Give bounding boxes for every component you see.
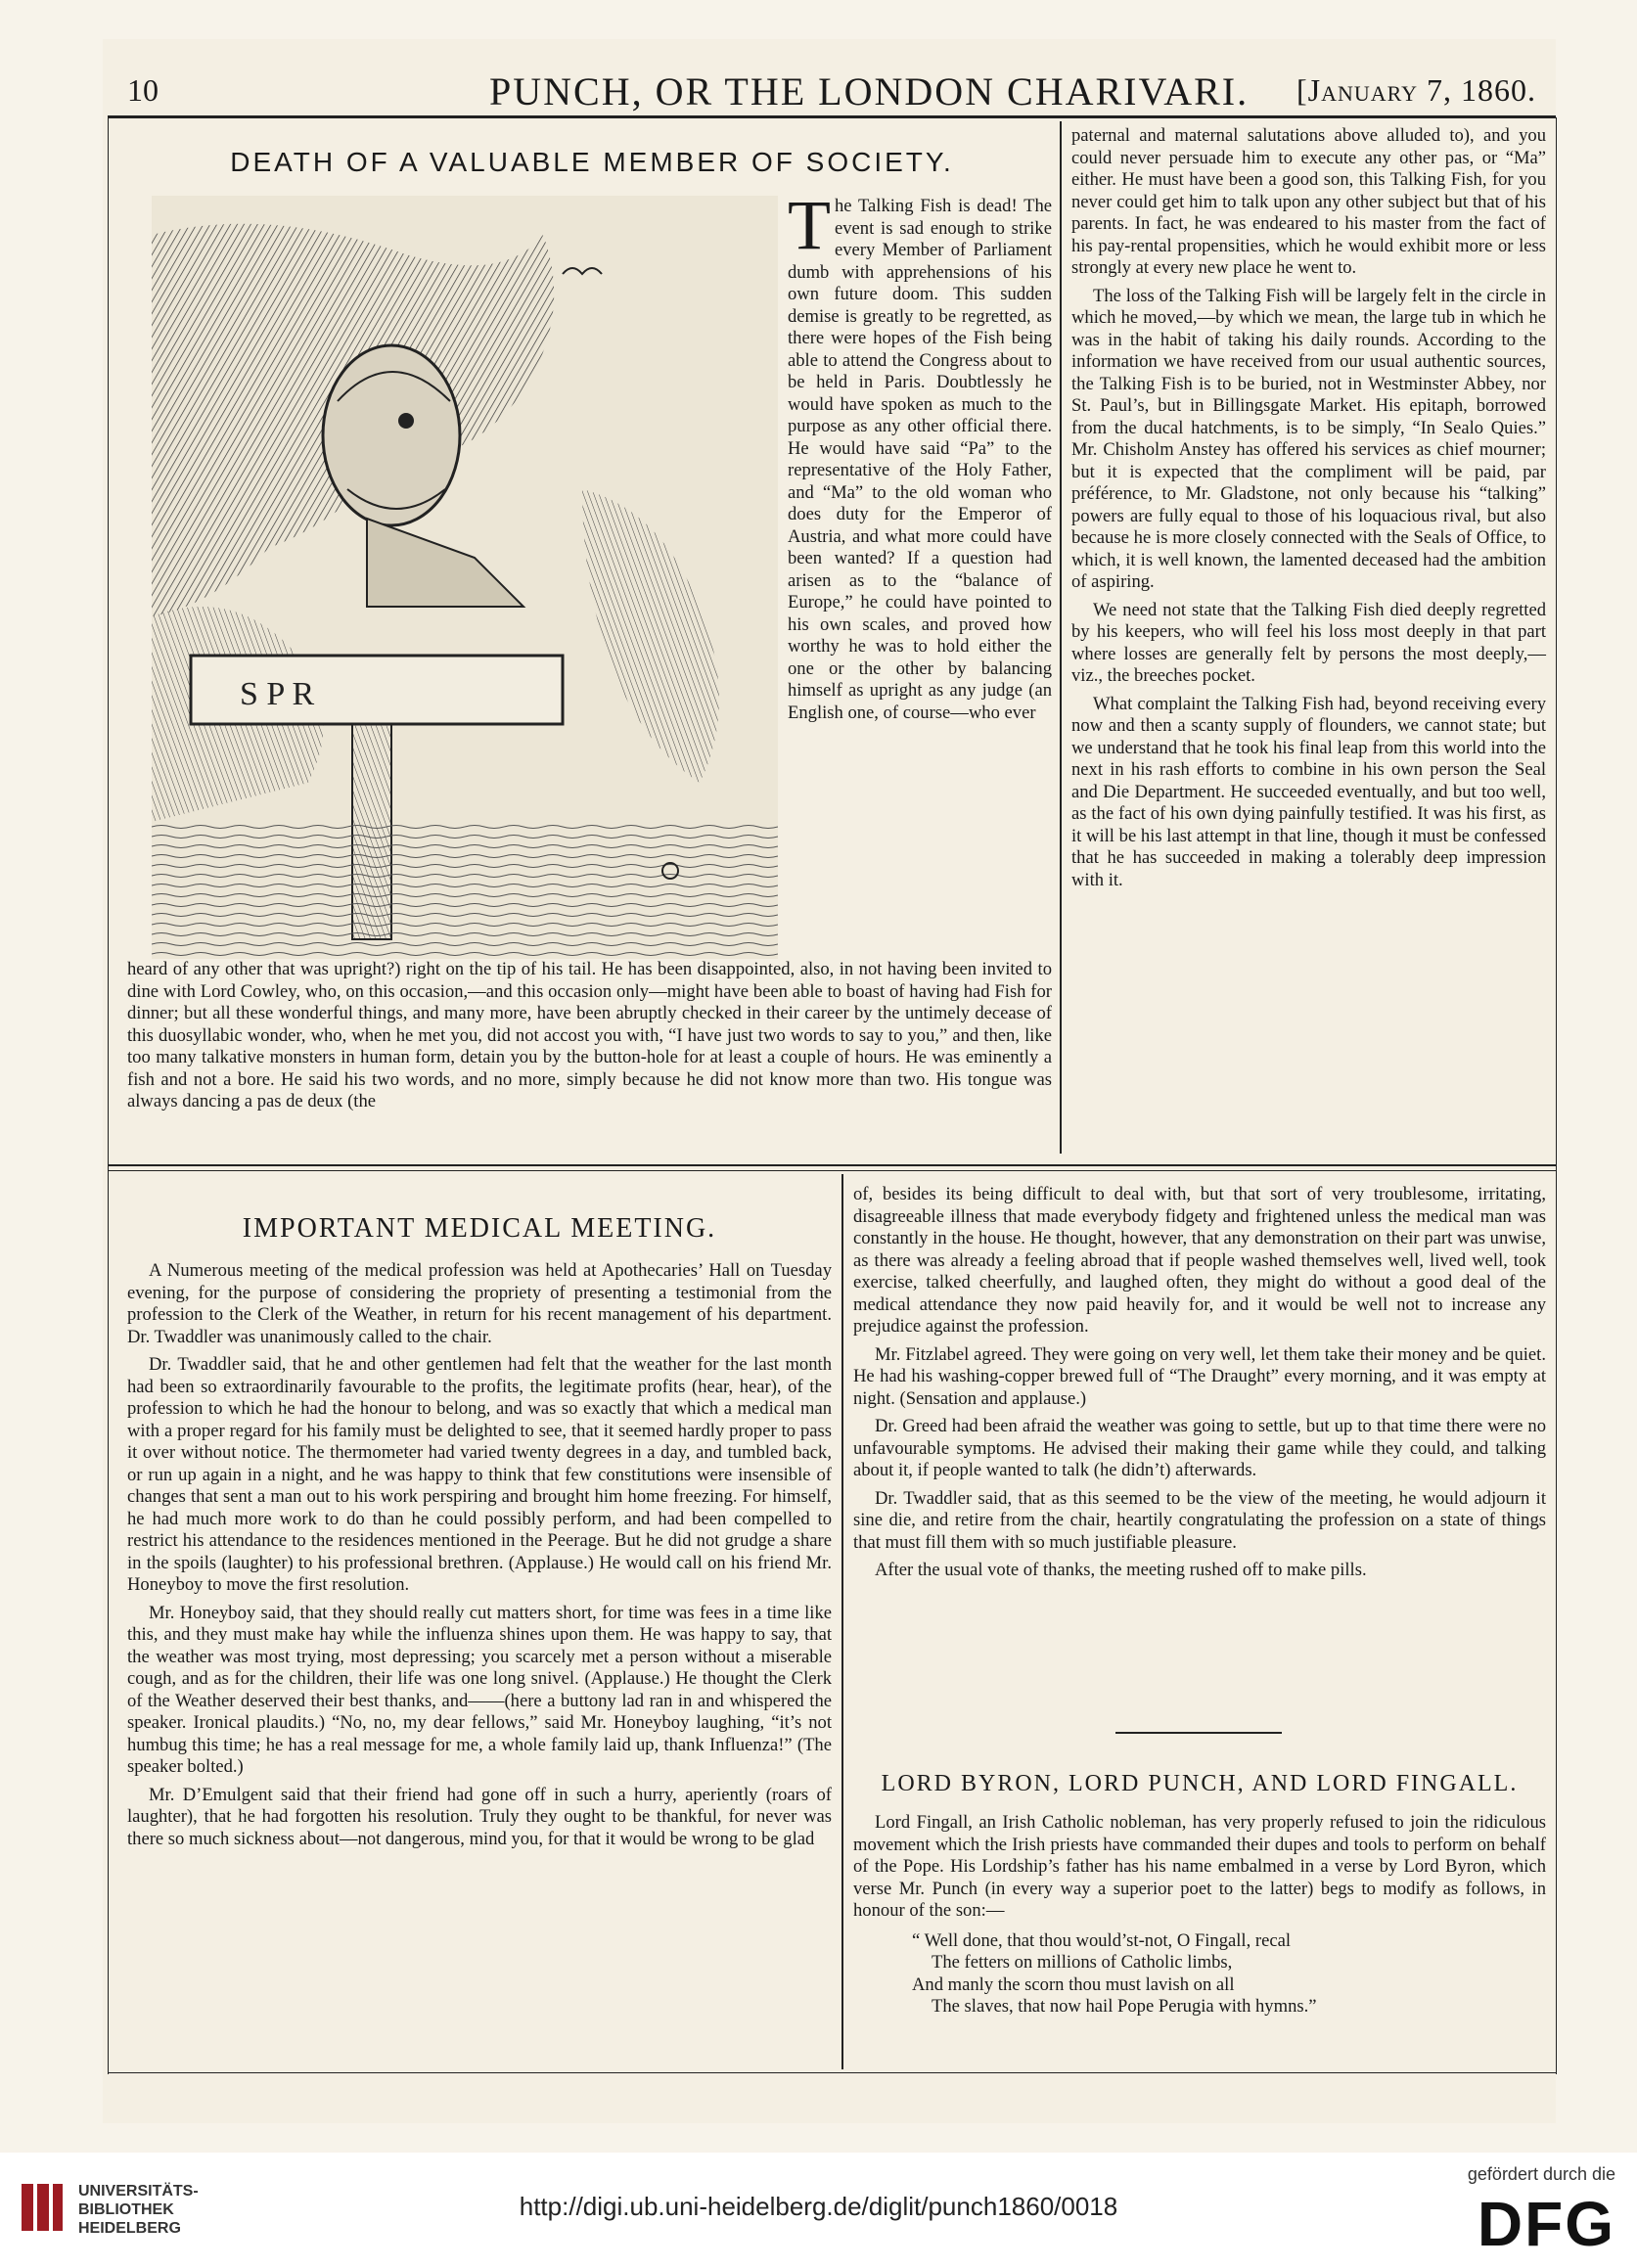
section-rule-top <box>108 1164 1556 1166</box>
engraving-svg <box>152 196 778 959</box>
source-url-link[interactable]: http://digi.ub.uni-heidelberg.de/diglit/punch1860/0018 <box>519 2192 1118 2221</box>
article-headline-lord-byron: LORD BYRON, LORD PUNCH, AND LORD FINGALL. <box>881 1771 1519 1796</box>
article1-body <box>127 959 1052 1113</box>
page-frame-left <box>108 117 109 2074</box>
article1-right-paragraph-2: The loss of the Talking Fish will be largely felt in the circle in which he moved,—by which we mean, the large tub in which he was in the habit of taking his daily rounds. According to the information we have received from our usual authentic sources, the Talking Fish is to be buried, not in Westminster Abbey, nor St. Paul’s, but in Billingsgate Market. His epitaph, borrowed from the ducal hatchments, is to be simply, “In Sealo Quies.” Mr. Chisholm Anstey has offered his services as chief mourner; but it is expected that the compliment will be paid, par préférence, to Mr. Gladstone, not only because his “talking” powers are fully equal to those of his loquacious rival, but also because he is more closely connected with the Seals of Office, to which, it is well known, the lamented deceased had the ambition of aspiring. <box>1071 285 1546 592</box>
article1-right-paragraph-1: paternal and maternal salutations above alluded to), and you could never persuade him to execute any other pas, or “Ma” either. He must have been a good son, this Talking Fish, for you never could get him to talk upon any other subject but that of his parents. In fact, he was endeared to his master from the fact of his pay-rental propensities, which he would exhibit more or less strongly at every new place he went to. <box>1071 125 1546 278</box>
article2-right-paragraph-1: of, besides its being difficult to deal with, but that sort of very troublesome, irritating, disagreeable illness that made everybody fidgety and frightened unless the medical man was constantly in the house. He thought, however, that any demonstration on their part was unwise, as there was already a feeling abroad that if people washed themselves well, lived well, took exercise, talked cheerfully, and laughed often, they might do without a good deal of the medical attendance they now paid heavily for, and it would be well not to increase any prejudice against the profession. <box>853 1184 1546 1337</box>
drop-cap-T: T <box>788 186 831 264</box>
article2-right-paragraph-2: Mr. Fitzlabel agreed. They were going on very well, let them take their money and be quiet. He had his washing-copper brewed full of “The Draught” every morning, and it was empty at night. (Sensation and applause.) <box>853 1343 1546 1409</box>
article2-right-paragraph-3: Dr. Greed had been afraid the weather was going to settle, but up to that time there were no unfavourable symptoms. He advised their making their game while they could, and talking about it, if people wanted to talk (he didn’t) afterwards. <box>853 1416 1546 1480</box>
issue-date: [January 7, 1860. <box>1296 72 1536 108</box>
article-headline-death-of-member: DEATH OF A VALUABLE MEMBER OF SOCIETY. <box>230 147 954 177</box>
article2-right-paragraph-5: After the usual vote of thanks, the meeting rushed off to make pills. <box>875 1560 1367 1580</box>
digitization-footer <box>0 2153 1637 2268</box>
institution-line-2: BIBLIOTHEK <box>78 2201 174 2218</box>
article2-left-paragraph-3: Mr. Honeyboy said, that they should really cut matters short, for time was fees in a time like this, and they must make hay while the influenza shines upon them. He was happy to say, that the weather was most trying, most depressing; you scarcely met a person without a miserable cough, and as for the children, their life was one long snivel. (Applause.) He thought the Clerk of the Weather deserved their best thanks, and——(here a buttony lad ran in and whispered the speaker. Ironical plaudits.) “No, no, my dear fellows,” said Mr. Honeyboy laughing, “it’s not humbug this time; he has a real message for me, a whole family laid up, thank Influenza!” (The speaker bolted.) <box>127 1602 832 1777</box>
article1-body-paragraph: heard of any other that was upright?) right on the tip of his tail. He has been disappointed, also, in not having been invited to dine with Lord Cowley, who, on this occasion,—and this occasion only—might have been able to boast of having had Fish for dinner; but all these wonderful things, and many more, have been abruptly checked in their career by the untimely decease of this duosyllabic wonder, who, when he met you, did not accost you with, “I have just two words to say to you,” and then, like too many talkative monsters in human form, detain you by the button-hole for at least a couple of hours. He was eminently a fish and not a bore. He said his two words, and no more, simply because he did not know more than two. His tongue was always dancing a pas de deux (the <box>127 959 1052 1111</box>
article-headline-medical-meeting: IMPORTANT MEDICAL MEETING. <box>242 1213 717 1244</box>
institution-line-3: HEIDELBERG <box>78 2220 181 2237</box>
page-frame-bottom <box>108 2072 1556 2073</box>
article3-column <box>853 1812 1546 2019</box>
article1-wrap-paragraph: he Talking Fish is dead! The event is sad enough to strike every Member of Parliament dumb with apprehensions of his own future doom. This sudden demise is greatly to be regretted, as there were hopes of the Fish being able to attend the Congress about to be held in Paris. Doubtlessly he would have spoken as much to the purpose as any other official there. He would have said “Pa” to the representative of the Holy Father, and “Ma” to the old woman who does duty for the Emperor of Austria, and what more could have been wanted? If a question had arisen as to the “balance of Europe,” he could have pointed to his own scales, and proved how worthy he was to hold either the one or the other by balancing himself as upright as any judge (an English one, of course—who ever <box>788 196 1052 723</box>
section-rule-top-2 <box>108 1170 1556 1171</box>
signpost-text: S P R <box>240 676 315 712</box>
poem-line-3: And manly the scorn thou must lavish on all <box>912 1973 1235 1995</box>
article2-left-paragraph-4: Mr. D’Emulgent said that their friend had gone off in such a hurry, aperiently (roars of laughter), that he had forgotten his resolution. Truly they ought to be thankful, for never was there so much sickness about—not dangerous, mind you, for that it would be wrong to be glad <box>127 1784 832 1849</box>
column-divider-bottom <box>841 1174 843 2069</box>
article3-poem <box>853 1930 1546 2019</box>
article1-right-column <box>1071 125 1546 891</box>
article2-left-column <box>127 1260 832 1850</box>
page-number: 10 <box>127 72 159 108</box>
article2-left-paragraph-2: Dr. Twaddler said, that he and other gentlemen had felt that the weather for the last month had been so extraordinarily favourable to the profits, the legitimate profits (hear, hear), of the profession to which he had the honour to belong, and was so exactly that which a medical man with a proper regard for his family must be delighted to see, that it seemed hardly proper to pass it over without notice. The thermometer had varied twenty degrees in a day, and tumbled back, or run up again in a night, and he was happy to think that few constitutions were insensible of changes that sent a man out to his work perspiring and brought him home freezing. For himself, he had much more work to do than he could possibly perform, and had been compelled to restrict his attendance to the residences mentioned in the Peerage. But he did not grudge a share in the spoils (laughter) to his professional brethren. (Applause.) He would call on his friend Mr. Honeyboy to move the first resolution. <box>127 1354 832 1595</box>
illustration-talking-fish <box>152 196 778 959</box>
article2-right-paragraph-4: Dr. Twaddler said, that as this seemed to be the view of the meeting, he would adjourn it sine die, and retire from the chair, heartily congratulating the profession on a state of things that must fill them with so much justifiable pleasure. <box>853 1487 1546 1553</box>
article3-paragraph: Lord Fingall, an Irish Catholic nobleman, has very properly refused to join the ridiculous movement which the Irish priests have commanded their dupes and tools to perform on behalf of the Pope. His Lordship’s father has his name embalmed in a verse by Lord Byron, which verse Mr. Punch (in every way a superior poet to the latter) begs to modify as follows, in honour of the son:— <box>853 1812 1546 1921</box>
ornamental-divider <box>1115 1732 1282 1734</box>
poem-line-2: The fetters on millions of Catholic limbs, <box>932 1952 1233 1973</box>
poem-line-1: “ Well done, that thou would’st-not, O Fingall, recal <box>912 1929 1292 1951</box>
institution-line-1: UNIVERSITÄTS- <box>78 2183 199 2200</box>
article2-left-paragraph-1: A Numerous meeting of the medical profession was held at Apothecaries’ Hall on Tuesday evening, for the purpose of considering the propriety of presenting a testimonial from the profession to the Clerk of the Weather, in return for his recent management of his department. Dr. Twaddler was unanimously called to the chair. <box>127 1260 832 1347</box>
dfg-logo: DFG <box>1477 2189 1615 2259</box>
article2-right-column <box>853 1184 1546 1582</box>
column-divider-top <box>1060 121 1062 1154</box>
funding-note: gefördert durch die <box>1467 2164 1615 2184</box>
page-frame-right <box>1556 117 1557 2074</box>
article1-intro-text <box>788 186 1052 724</box>
article1-right-paragraph-3: We need not state that the Talking Fish died deeply regretted by his keepers, who will feel his loss most deeply in that part where losses are generally felt by persons the most deeply,— viz., the breeches pocket. <box>1071 599 1546 686</box>
publication-title: PUNCH, OR THE LONDON CHARIVARI. <box>489 69 1250 113</box>
article1-right-paragraph-4: What complaint the Talking Fish had, beyond receiving every now and then a scanty supply of flounders, we cannot state; but we understand that he took his final leap from this world into the next in his rash efforts to combine in his own person the Seal and Die Department. He succeeded eventually, and but too well, as the fact of his own dying painfully testified. It was his first, as it will be his last attempt in that line, though it must be confessed that he has succeeded in making a tolerably deep impression with it. <box>1071 693 1546 890</box>
page-header <box>127 68 1556 117</box>
header-rule <box>108 115 1556 118</box>
poem-line-4: The slaves, that now hail Pope Perugia with hymns.” <box>932 1996 1317 2017</box>
